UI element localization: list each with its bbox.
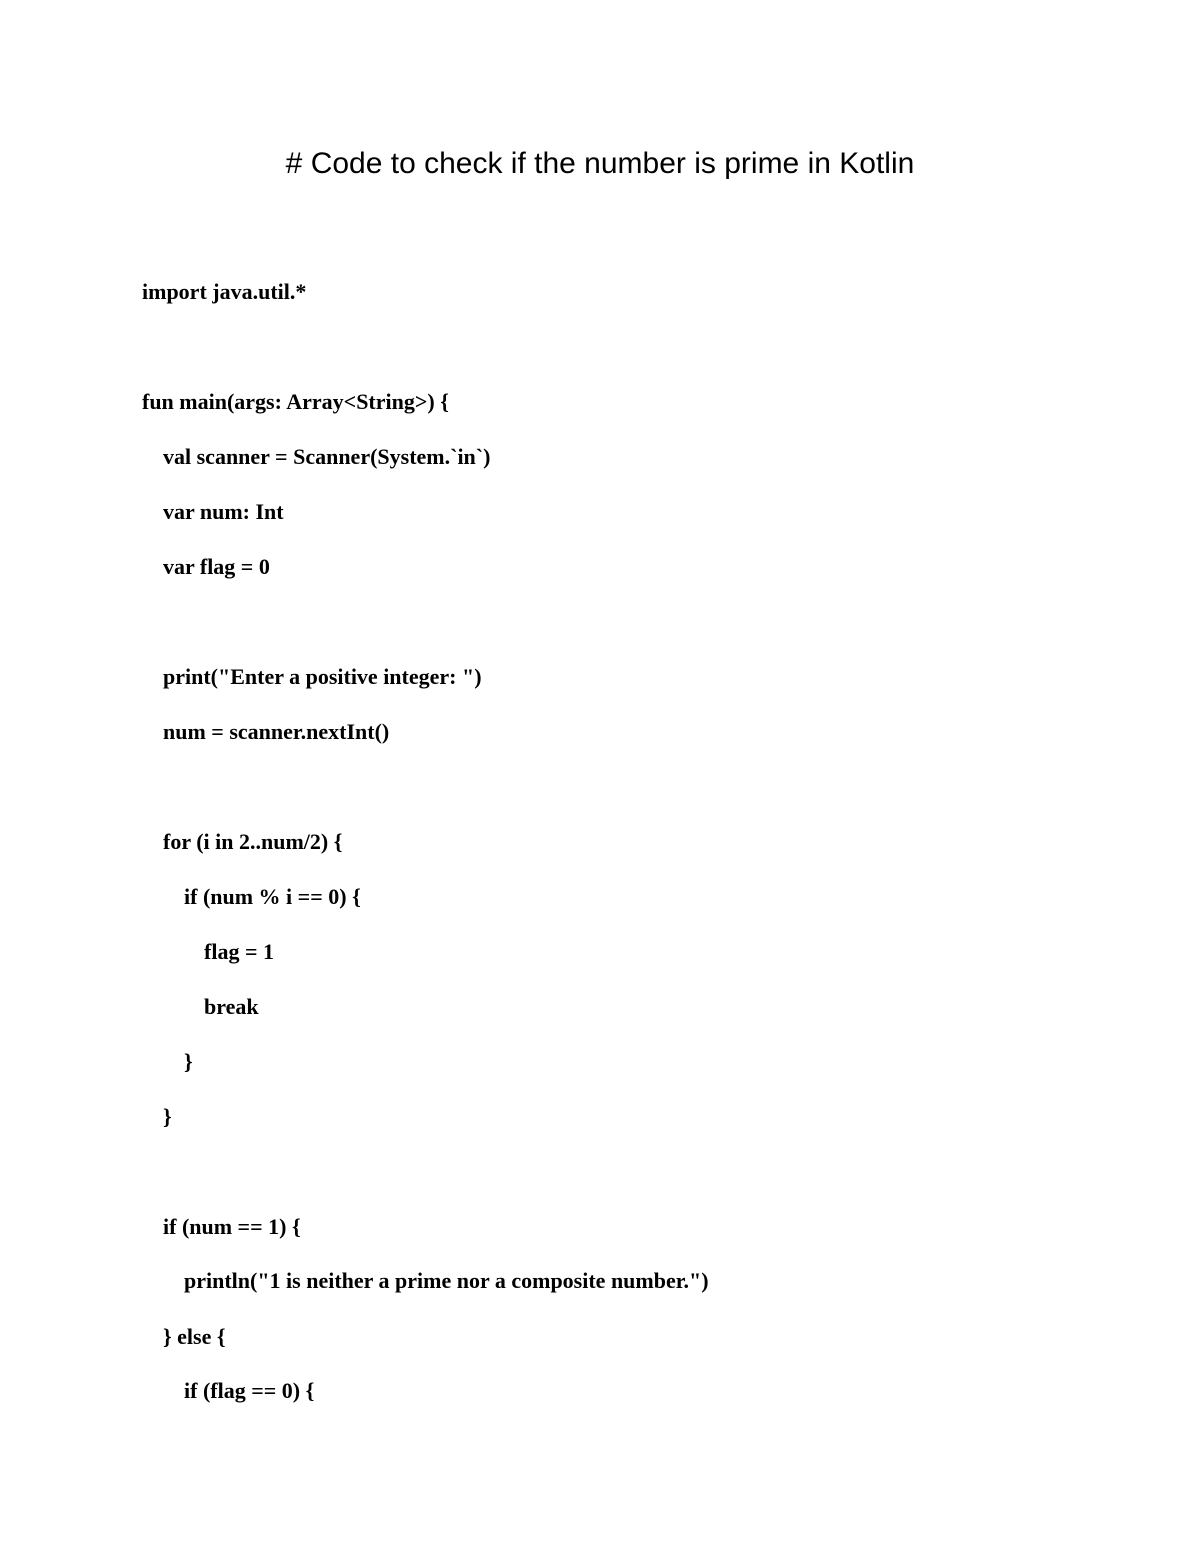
code-line-set-flag: flag = 1	[204, 939, 274, 964]
code-line-if-flag-zero: if (flag == 0) {	[184, 1378, 315, 1403]
code-line-if-one: if (num == 1) {	[163, 1214, 301, 1239]
code-line-println-neither: println("1 is neither a prime nor a composite number.")	[184, 1268, 709, 1293]
code-line-if-divisible: if (num % i == 0) {	[184, 884, 361, 909]
code-line-read-input: num = scanner.nextInt()	[163, 719, 390, 744]
code-line-print-prompt: print("Enter a positive integer: ")	[163, 664, 482, 689]
code-line-else: } else {	[163, 1324, 226, 1349]
code-block	[142, 0, 1142, 1553]
code-line-flag-decl: var flag = 0	[163, 554, 270, 579]
document-title: # Code to check if the number is prime in Kotlin	[285, 147, 915, 180]
code-line-import: import java.util.*	[142, 279, 307, 304]
code-line-for-loop: for (i in 2..num/2) {	[163, 829, 343, 854]
code-line-close-for: }	[163, 1104, 172, 1129]
code-line-close-if: }	[184, 1049, 193, 1074]
code-line-scanner: val scanner = Scanner(System.`in`)	[163, 444, 491, 469]
code-line-main-signature: fun main(args: Array<String>) {	[142, 389, 449, 414]
code-line-num-decl: var num: Int	[163, 499, 284, 524]
code-line-break: break	[204, 994, 259, 1019]
